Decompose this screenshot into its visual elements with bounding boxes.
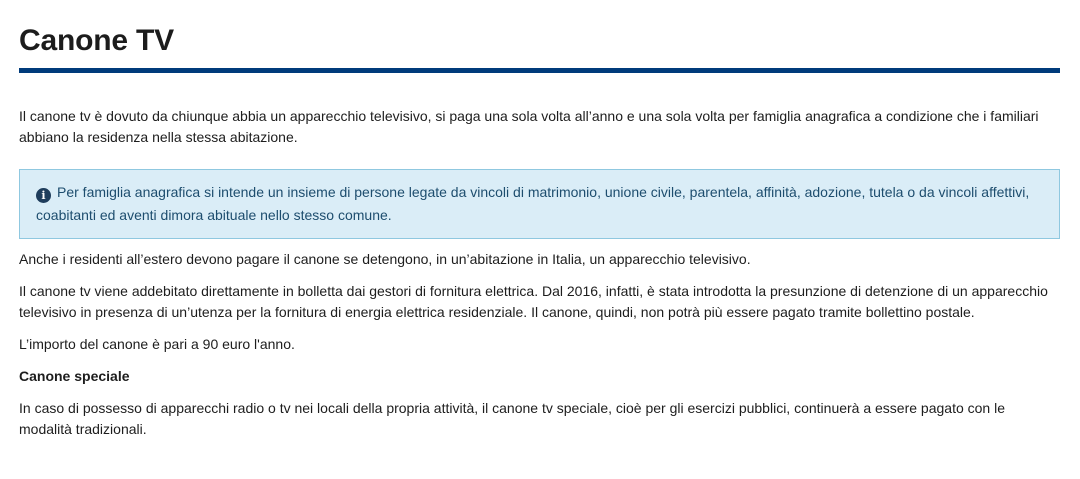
amount-paragraph: L’importo del canone è pari a 90 euro l'anno. [19, 336, 295, 352]
residents-paragraph: Anche i residenti all’estero devono pagare il canone se detengono, in un’abitazione in Italia, un apparecchio televisivo. [19, 251, 751, 267]
billing-paragraph: Il canone tv viene addebitato direttamente in bolletta dai gestori di fornitura elettrica. Dal 2016, infatti, è stata introdotta la presunzione di detenzione di un apparecchio televisivo in presenza di un’utenza per la fornitura di energia elettrica residenziale. Il canone, quindi, non potrà più essere pagato tramite bollettino postale. [19, 283, 1048, 320]
intro-paragraph: Il canone tv è dovuto da chiunque abbia un apparecchio televisivo, si paga una sola volta all’anno e una sola volta per famiglia anagrafica a condizione che i familiari abbiano la residenza nella stessa abitazione. [19, 108, 1039, 145]
info-circle-icon: i [36, 188, 51, 203]
special-fee-heading: Canone speciale [19, 368, 130, 384]
special-fee-paragraph: In caso di possesso di apparecchi radio o tv nei locali della propria attività, il canone tv speciale, cioè per gli esercizi pubblici, continuerà a essere pagato con le modalità tradizionali. [19, 400, 1006, 437]
info-callout-text: Per famiglia anagrafica si intende un insieme di persone legate da vincoli di matrimonio, unione civile, parentela, affinità, adozione, tutela o da vincoli affettivi, coabitanti ed aventi dimora abituale nello stesso comune. [36, 184, 1030, 223]
info-callout [19, 169, 1060, 239]
title-divider [19, 68, 1060, 73]
page-title: Canone TV [19, 24, 174, 57]
